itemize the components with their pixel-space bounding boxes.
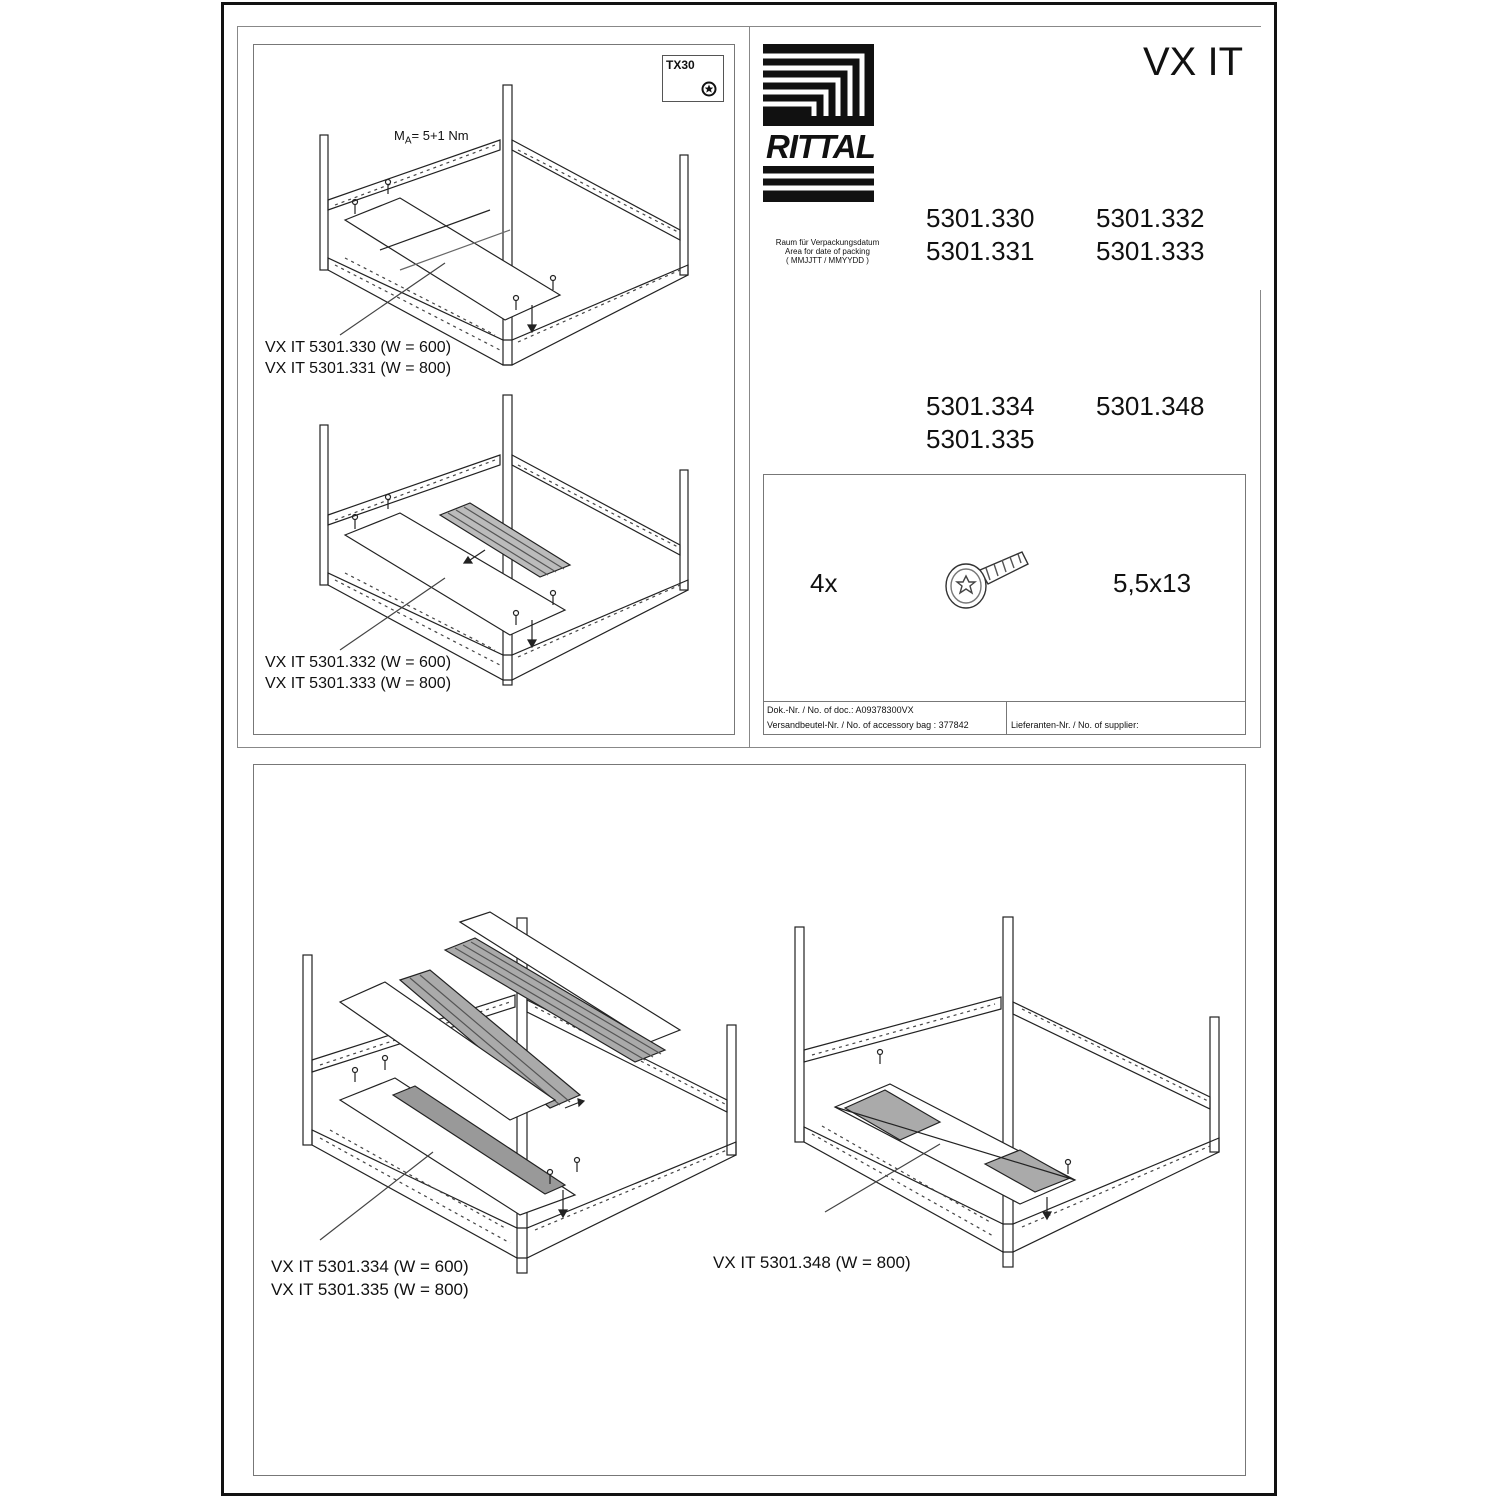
right-edge-divider (1260, 290, 1261, 747)
brand-wordmark: RITTAL (766, 128, 875, 165)
accessory-bag-number: Versandbeutel-Nr. / No. of accessory bag : 377842 (767, 720, 969, 730)
fig2-label-line1: VX IT 5301.332 (W = 600) (265, 654, 452, 671)
product-title: VX IT (1143, 40, 1244, 84)
tool-label: TX30 (666, 58, 695, 72)
fig4-rack-drawing (790, 912, 1230, 1272)
supplier-number: Lieferanten-Nr. / No. of supplier: (1011, 720, 1139, 730)
fig1-label-line1: VX IT 5301.330 (W = 600) (265, 339, 452, 356)
screw-size: 5,5x13 (1113, 568, 1192, 598)
rittal-logo (763, 44, 874, 202)
footer-divider-v (1006, 701, 1007, 735)
doc-number: Dok.-Nr. / No. of doc.: A09378300VX (767, 705, 914, 715)
part-number: 5301.331 (926, 236, 1035, 266)
part-number: 5301.333 (1096, 236, 1205, 266)
part-number: 5301.335 (926, 424, 1035, 454)
fig3-label-line2: VX IT 5301.335 (W = 800) (271, 1280, 469, 1299)
vertical-divider (749, 26, 750, 748)
part-number: 5301.332 (1096, 203, 1205, 233)
part-number: 5301.334 (926, 391, 1035, 421)
fig1-label-line2: VX IT 5301.331 (W = 800) (265, 360, 452, 377)
torque-prefix: M (394, 128, 405, 143)
fig1-rack-drawing (300, 80, 730, 380)
fig4-label-line1: VX IT 5301.348 (W = 800) (713, 1253, 911, 1272)
torque-value: = 5+1 Nm (411, 128, 469, 143)
fig3-label-line1: VX IT 5301.334 (W = 600) (271, 1257, 469, 1276)
horizontal-divider (237, 747, 1261, 748)
packing-date-line2: Area for date of packing (785, 247, 870, 256)
fig2-rack-drawing (300, 395, 730, 695)
part-number: 5301.330 (926, 203, 1035, 233)
torque-subscript: A (404, 135, 412, 147)
packing-date-line3: ( MMJJTT / MMYYDD ) (786, 256, 869, 265)
screw-icon (942, 548, 1032, 620)
hardware-quantity: 4x (810, 568, 838, 598)
horizontal-divider (237, 26, 1261, 27)
vertical-divider (237, 26, 238, 748)
fig2-label-line2: VX IT 5301.333 (W = 800) (265, 675, 452, 692)
part-number: 5301.348 (1096, 391, 1205, 421)
fig3-rack-drawing (295, 910, 755, 1280)
packing-date-line1: Raum für Verpackungsdatum (775, 238, 880, 247)
